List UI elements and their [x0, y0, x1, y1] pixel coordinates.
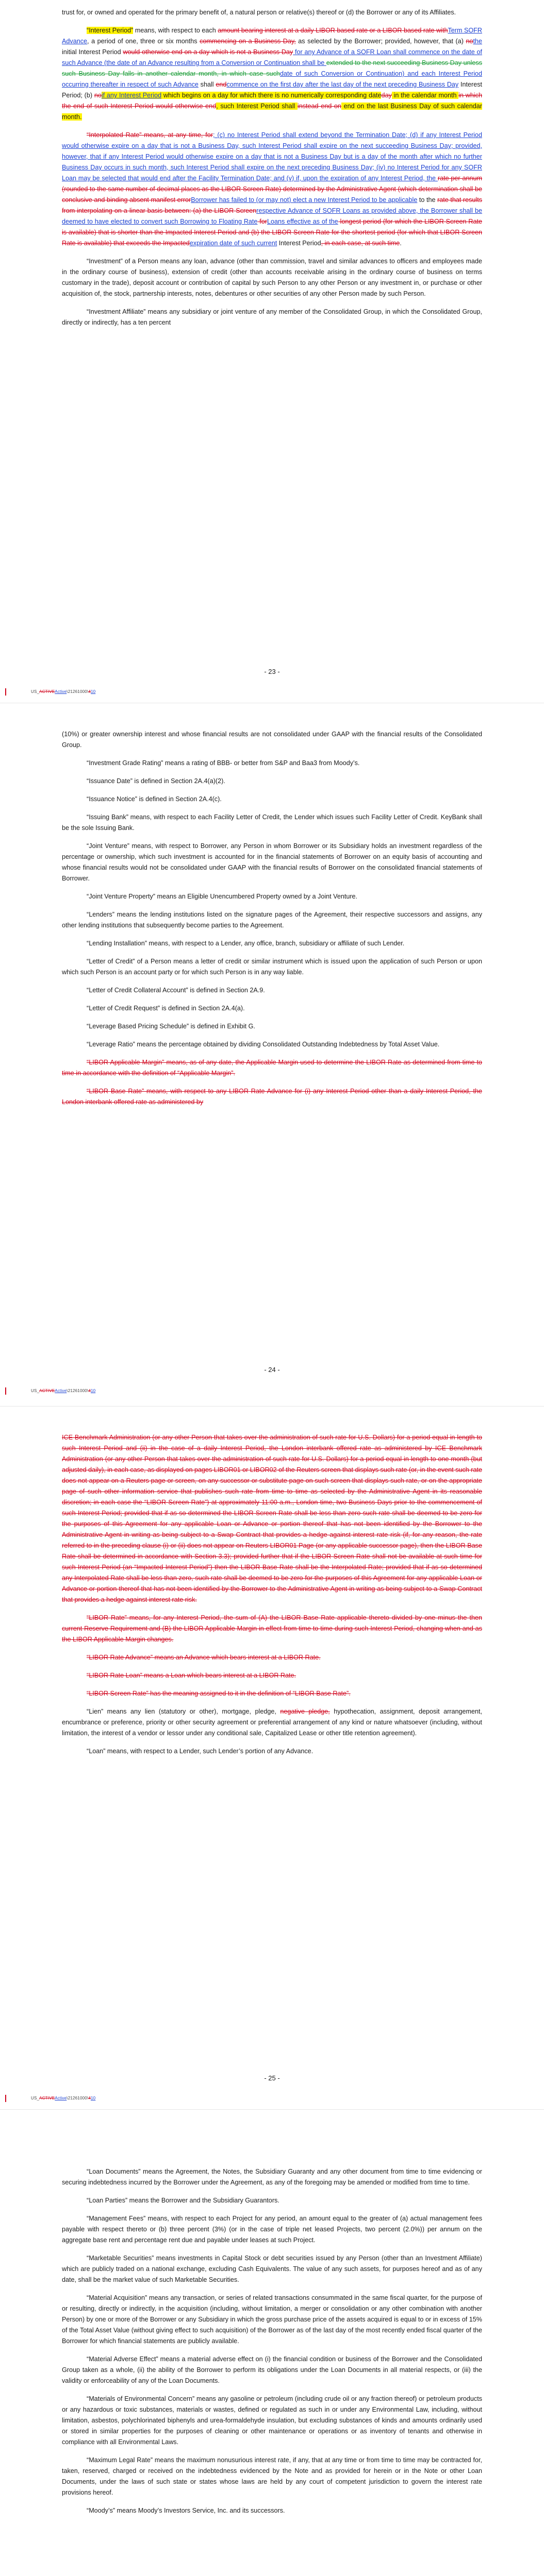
page-26-body: [62, 2166, 482, 2523]
definition-investment-affiliate: “Investment Affiliate” means any subsidiary or joint venture of any member of the Consolidated Group, in which the Consolidated Group, directly or indirectly, has a ten percent: [62, 308, 482, 326]
page-24-body: [62, 729, 482, 1115]
term-interpolated-rate: “Interpolated Rate”: [87, 131, 142, 139]
definition-interpolated-rate: “Interpolated Rate” means, at any time, for; (c) no Interest Period shall extend beyond the Termination Date; (d) if any Interest Period would otherwise expire on a day that is not a Business Day, such Interest Period shall expire on the next succeeding Business Day; provided, however, that if any Interest Period would otherwise expire on a day that is not a Business Day but is a day of the month after which no further Business Day occurs in such month, such Interest Period shall expire on the next preceding Business Day; (iv) no Interest Period for any SOFR Loan may be selected that would end after the Facility Termination Date; and (v) if, upon the expiration of any Interest Period, the rate per annum (rounded to the same number of decimal places as the LIBOR Screen Rate) determined by the Administrative Agent (which determination shall be conclusive and binding absent manifest errorBorrower has failed to (or may not) elect a new Interest Period to be applicable to the rate that results from interpolating on a linear basis between: (a) the LIBOR Screenrespective Advance of SOFR Loans as provided above, the Borrower shall be deemed to have elected to convert such Borrowing to Floating Rate forLoans effective as of the longest period (for which the LIBOR Screen Rate is available) that is shorter than the Impacted Interest Period and (b) the LIBOR Screen Rate for the shortest period (for which that LIBOR Screen Rate is available) that exceeds the Impactedexpiration date of such current Interest Period, in each case, at such time.: [62, 131, 482, 247]
definition-marketable-securities: “Marketable Securities” means investments in Capital Stock or debt securities issued by any Person (other than an Investment Affiliate) which are publicly traded on a national exchange, excluding Cash Equivalents. The value of any such assets, for purposes hereof and as of any date, shall be the market value of such Marketable Securities.: [62, 2255, 482, 2283]
definition-issuance-notice: “Issuance Notice” is defined in Section 2A.4(c).: [87, 795, 222, 803]
page-number: - 24 -: [264, 1366, 280, 1374]
libor-base-rate-continuation: ICE Benchmark Administration (or any other Person that takes over the administration of such rate for U.S. Dollars) for a period equal in length to such Interest Period and (ii) in the case of a daily Interest Period, the London interbank offered rate as administered by ICE Benchmark Administration (or any other Person that takes over the administration of such rate for U.S. Dollars) for a period equal in length to one month (but adjusted daily), in each case, as displayed on pages LIBOR01 or LIBOR02 of the Reuters screen that displays such rate (or, in the event such rate does not appear on a Reuters page or screen, on any successor or substitute page on such screen that displays such rate, or on the appropriate page of such other information service that publishes such rate from time to time as selected by the Administrative Agent in its reasonable discretion; in each case the “LIBOR Screen Rate”) at approximately 11:00 a.m., London time, two Business Days prior to the commencement of such Interest Period; provided that if as so determined the LIBOR Screen Rate shall be less than zero such rate shall be deemed to be zero for the purposes of this Agreement for any applicable Loan or Advance or portion thereof that has not been identified by the Borrower to the Administrative Agent in writing as being subject to a Swap Contract that provides a hedge against interest rate risk (if, for any reason, the rate referred to in the preceding clause (i) or (ii) does not appear on Reuters LIBOR01 Page (or any applicable successor page), then the LIBOR Base Rate shall be determined in accordance with Section 3.3); provided further that if the LIBOR Screen Rate shall not be available at such time for such Interest Period (an “Impacted Interest Period”) then the LIBOR Base Rate shall be the Interpolated Rate; provided that if as so determined any Interpolated Rate shall be less than zero, such rate shall be deemed to be zero for the purposes of this Agreement for any applicable Loan or Advance or portion thereof that has not been identified by the Borrower to the Administrative Agent in writing as being subject to a Swap Contract that provides a hedge against interest rate risk.: [62, 1434, 482, 1603]
page-23: [0, 0, 544, 703]
definition-management-fees: “Management Fees” means, with respect to each Project for any period, an amount equal to the greater of (a) actual management fees payable with respect thereto or (b) three percent (3%) (or in the case of triple net leased Projects, two percent (2.0%)) per annum on the aggregate base rent and percentage rent due and payable under leases at such Project.: [62, 2215, 482, 2244]
definition-libor-base-rate: “LIBOR Base Rate” means, with respect to any LIBOR Rate Advance for (i) any Interest Period other than a daily Interest Period, the London interbank offered rate as administered by: [62, 1088, 482, 1106]
definition-lenders: “Lenders” means the lending institutions listed on the signature pages of the Agreement, their respective successors and assigns, any other lending institutions that subsequently become parties to the Agreement.: [62, 911, 482, 929]
definition-libor-applicable-margin: “LIBOR Applicable Margin” means, as of any date, the Applicable Margin used to determine the LIBOR Rate as determined from time to time in accordance with the definition of “Applicable Margin”.: [62, 1059, 482, 1077]
page-26: [0, 2110, 544, 2576]
definition-loan: “Loan” means, with respect to a Lender, such Lender’s portion of any Advance.: [87, 1748, 314, 1755]
page-25: [0, 1406, 544, 2110]
change-bar: [5, 1387, 6, 1395]
definition-leverage-pricing-schedule: “Leverage Based Pricing Schedule” is defined in Exhibit G.: [87, 1023, 255, 1030]
document-footer: US_ACTIVEActive\21261000\410: [31, 1388, 96, 1393]
investment-affiliate-continuation: (10%) or greater ownership interest and whose financial results are not consolidated under GAAP with the financial results of the Consolidated Group.: [62, 731, 482, 749]
definition-moodys: “Moody’s” means Moody’s Investors Service, Inc. and its successors.: [87, 2507, 285, 2514]
page-23-body: [62, 7, 482, 335]
definition-lien: “Lien” means any lien (statutory or other), mortgage, pledge, negative pledge, hypothecation, assignment, deposit arrangement, encumbrance or preference, priority or other security agreement or preferential arrangement of any kind or nature whatsoever (including, without limitation, the interest of a vendor or lessor under any conditional sale, Capitalized Lease or other title retention agreement).: [62, 1708, 482, 1737]
definition-joint-venture: “Joint Venture” means, with respect to Borrower, any Person in whom Borrower or its Subsidiary holds an investment regardless of the percentage or ownership, which such investment is accounted for in the financial statements of Borrower on an equity basis of accounting and whose financial results would not be consolidated under GAAP with the financial results of Borrower on the consolidated financial statements of Borrower.: [62, 842, 482, 882]
definition-issuance-date: “Issuance Date” is defined in Section 2A.4(a)(2).: [87, 777, 225, 785]
definition-loan-documents: “Loan Documents” means the Agreement, the Notes, the Subsidiary Guaranty and any other document from time to time evidencing or securing indebtedness incurred by the Borrower under the Agreement, as any of the foregoing may be amended or modified from time to time.: [62, 2168, 482, 2186]
page-number: - 23 -: [264, 668, 280, 675]
page-24: [0, 703, 544, 1406]
definition-issuing-bank: “Issuing Bank” means, with respect to each Facility Letter of Credit, the Lender which issues such Facility Letter of Credit. KeyBank shall be the sole Issuing Bank.: [62, 814, 482, 832]
change-bar: [5, 2095, 6, 2102]
trust-clause-continuation: trust for, or owned and operated for the primary benefit of, a natural person or relative(s) thereof or (d) the Borrower or any of its Affiliates.: [62, 9, 456, 16]
change-bar: [5, 688, 6, 696]
definition-material-adverse-effect: “Material Adverse Effect” means a material adverse effect on (i) the financial condition or business of the Borrower and the Consolidated Group taken as a whole, (ii) the ability of the Borrower to perform its obligations under the Loan Documents in all material respects, or (iii) the validity or enforceability of any of the Loan Documents.: [62, 2355, 482, 2384]
definition-maximum-legal-rate: “Maximum Legal Rate” means the maximum nonusurious interest rate, if any, that at any time or from time to time may be contracted for, taken, reserved, charged or received on the indebtedness evidenced by the Note and as provided for herein or in the Note or other Loan Documents, under the laws of such state or states whose laws are held by any court of competent jurisdiction to govern the interest rate provisions hereof.: [62, 2456, 482, 2496]
definition-lending-installation: “Lending Installation” means, with respect to a Lender, any office, branch, subsidiary or affiliate of such Lender.: [87, 940, 405, 947]
definition-loc-request: “Letter of Credit Request” is defined in Section 2A.4(a).: [87, 1005, 245, 1012]
page-number: - 25 -: [264, 2074, 280, 2082]
definition-material-acquisition: “Material Acquisition” means any transaction, or series of related transactions consummated in the same fiscal quarter, for the purpose of or resulting, directly or indirectly, in the acquisition (including, without limitation, a merger or consolidation or any other combination with another Person) by one or more of the Borrower or any Subsidiary in which the gross purchase price of the assets acquired is equal to or in excess of 15% of the Total Asset Value (without giving effect to such acquisition) of the Borrower as of the last day of the most recently ended fiscal quarter of the Borrower for which financial statements are publicly available.: [62, 2294, 482, 2345]
definition-loan-parties: “Loan Parties” means the Borrower and the Subsidiary Guarantors.: [87, 2197, 279, 2204]
definition-investment: “Investment” of a Person means any loan, advance (other than commission, travel and similar advances to officers and employees made in the ordinary course of business), extension of credit (other than accounts receivable arising in the ordinary course of business on terms customary in the trade), deposit account or contribution of capital by such Person to any other Person or any investment in, or purchase or other acquisition of, the stock, partnership interests, notes, debentures or other securities of any other Person made by such Person.: [62, 258, 482, 297]
definition-leverage-ratio: “Leverage Ratio” means the percentage obtained by dividing Consolidated Outstanding Indebtedness by Total Asset Value.: [87, 1041, 440, 1048]
definition-libor-rate-loan: “LIBOR Rate Loan” means a Loan which bears interest at a LIBOR Rate.: [87, 1672, 296, 1679]
definition-letter-of-credit: “Letter of Credit” of a Person means a letter of credit or similar instrument which is issued upon the application of such Person or upon which such Person is an account party or for which such Person is in any way liable.: [62, 958, 482, 976]
definition-joint-venture-property: “Joint Venture Property” means an Eligible Unencumbered Property owned by a Joint Venture.: [87, 893, 358, 900]
definition-libor-screen-rate: “LIBOR Screen Rate” has the meaning assigned to it in the definition of “LIBOR Base Rate”.: [87, 1690, 351, 1697]
definition-investment-grade-rating: “Investment Grade Rating” means a rating of BBB- or better from S&P and Baa3 from Moody’s.: [87, 759, 360, 767]
page-25-body: [62, 1432, 482, 1764]
document-footer: US_ACTIVEActive\21261000\410: [31, 2096, 96, 2100]
definition-libor-rate-advance: “LIBOR Rate Advance” means an Advance which bears interest at a LIBOR Rate.: [87, 1654, 321, 1661]
definition-libor-rate: “LIBOR Rate” means, for any Interest Period, the sum of (A) the LIBOR Base Rate applicable thereto divided by one minus the then current Reserve Requirement and (B) the LIBOR Applicable Margin in effect from time to time during such Interest Period, changing when and as the LIBOR Applicable Margin changes.: [62, 1614, 482, 1643]
definition-loc-collateral-account: “Letter of Credit Collateral Account” is defined in Section 2A.9.: [87, 987, 265, 994]
definition-materials-env-concern: “Materials of Environmental Concern” means any gasoline or petroleum (including crude oil or any fraction thereof) or petroleum products or any hazardous or toxic substances, materials or wastes, defined or regulated as such in or under any Environmental Law, including, without limitation, asbestos, polychlorinated biphenyls and urea-formaldehyde insulation, but excluding substances of kinds and amounts ordinarily used or stored in similar properties for the purposes of cleaning or other maintenance or operations or as inventory of tenants and otherwise in compliance with all Environmental Laws.: [62, 2395, 482, 2446]
document-footer: US_ACTIVEActive\21261000\410: [31, 689, 96, 694]
definition-interest-period: “Interest Period” means, with respect to each amount bearing interest at a daily LIBOR based rate or a LIBOR based rate withTerm SOFR Advance, a period of one, three or six months commencing on a Business Day, as selected by the Borrower; provided, however, that (a) nothe initial Interest Period would otherwise end on a day which is not a Business Day for any Advance of a SOFR Loan shall commence on the date of such Advance (the date of an Advance resulting from a Conversion or Continuation shall be extended to the next succeeding Business Day unless such Business Day falls in another calendar month, in which case suchdate of such Conversion or Continuation) and each Interest Period occurring thereafter in respect of such Advance shall endcommence on the first day after the last day of the next preceding Business Day Interest Period; (b) noif any Interest Period which begins on a day for which there is no numerically corresponding dateday in the calendar month in which the end of such Interest Period would otherwise end, such Interest Period shall instead end on end on the last Business Day of such calendar month.: [62, 27, 483, 121]
term-interest-period: “Interest Period”: [87, 27, 134, 34]
